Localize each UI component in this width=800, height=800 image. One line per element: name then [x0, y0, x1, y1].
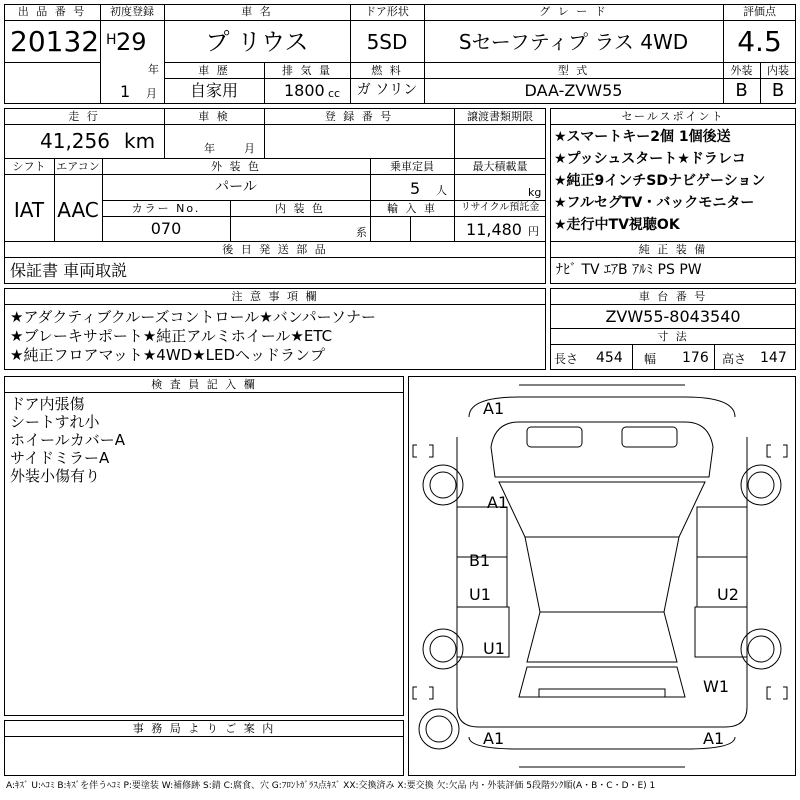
dim-label: 寸 法: [657, 330, 689, 343]
damage-mark-door-left-rear: U1: [469, 585, 491, 604]
later-label: 後 日 発 送 部 品: [222, 243, 328, 256]
damage-mark-door-right: U2: [717, 585, 739, 604]
fuel-label: 燃 料: [371, 64, 403, 77]
damage-mark-door-left-front: B1: [469, 551, 491, 570]
year-unit: 年: [148, 63, 161, 76]
damage-mark-rear-left: A1: [483, 729, 505, 748]
inspector-line-5: 外装小傷有り: [10, 467, 101, 485]
door-label: ドア形状: [365, 5, 409, 18]
ext-grade: B: [735, 80, 748, 101]
equip-label: 純 正 装 備: [638, 243, 708, 256]
inspection-month-unit: 月: [244, 142, 257, 155]
reg-year: 29: [116, 28, 147, 56]
grade-label: グ レ ー ド: [539, 5, 608, 18]
int-color-label: 内 装 色: [275, 202, 325, 215]
color-label: 外 装 色: [211, 160, 261, 173]
int-color-unit: 系: [356, 226, 369, 239]
sales-point-2: ★プッシュスタート★ドラレコ: [554, 151, 746, 167]
import-label: 輸 入 車: [387, 202, 437, 215]
history-label: 車 歴: [198, 64, 230, 77]
score: 4.5: [737, 25, 782, 58]
month-unit: 月: [146, 87, 159, 100]
load-unit: kg: [528, 186, 542, 199]
damage-mark-front-bumper: A1: [483, 399, 505, 418]
sales-point-4: ★フルセグTV・バックモニター: [554, 195, 755, 211]
length-label: 長さ: [554, 352, 579, 366]
sales-label: セールスポイント: [621, 110, 725, 123]
width: 176: [682, 350, 709, 366]
model-label: 型 式: [557, 64, 590, 77]
height: 147: [760, 350, 787, 366]
ac: AAC: [57, 198, 99, 222]
ext-label: 外装: [730, 64, 753, 77]
load-label: 最大積載量: [472, 160, 528, 173]
damage-mark-fender-left: A1: [487, 493, 509, 512]
int-label: 内装: [767, 64, 789, 77]
inspector-line-1: ドア内張傷: [10, 395, 85, 413]
reg-no-label: 登 録 番 号: [324, 110, 394, 123]
capacity: 5: [410, 179, 421, 198]
color-no: 070: [150, 219, 182, 238]
inspector-line-4: サイドミラーA: [10, 449, 110, 467]
history: 自家用: [189, 81, 238, 100]
era: H: [106, 32, 117, 48]
first-reg-label: 初度登録: [110, 5, 154, 18]
lot-no-label: 出 品 番 号: [17, 5, 87, 18]
displacement-label: 排 気 量: [282, 64, 332, 77]
mileage-label: 走 行: [68, 110, 100, 123]
equipment: ﾅﾋﾞ TV ｴｱB ｱﾙﾐ PS PW: [556, 262, 702, 278]
inspector-label: 検 査 員 記 入 欄: [151, 378, 257, 391]
grade: Sセーフティプ ラス 4WD: [458, 30, 689, 54]
km-unit: km: [124, 129, 156, 153]
height-label: 高さ: [722, 352, 747, 366]
capacity-label: 乗車定員: [390, 160, 434, 173]
transfer-label: 譲渡書類期限: [467, 110, 533, 123]
damage-mark-quarter-left: U1: [483, 639, 505, 658]
note-line-1: ★アダクティブクルーズコントロール★バンパーソナー: [10, 308, 377, 326]
model-code: DAA-ZVW55: [524, 81, 623, 100]
color: パール: [215, 179, 257, 195]
score-label: 評価点: [743, 5, 776, 18]
door-type: 5SD: [366, 30, 408, 54]
car-name: プ リウス: [205, 28, 309, 56]
reg-month: 1: [120, 82, 131, 101]
ac-label: エアコン: [56, 160, 100, 173]
cc-unit: cc: [328, 87, 341, 100]
int-grade: B: [771, 80, 785, 101]
displacement: 1800: [284, 81, 325, 100]
length: 454: [596, 350, 623, 366]
recycle-unit: 円: [528, 225, 541, 238]
chassis-no: ZVW55-8043540: [605, 307, 741, 326]
width-label: 幅: [644, 352, 657, 366]
legend: A:ｷｽﾞ U:ﾍｺﾐ B:ｷｽﾞを伴うﾍｺﾐ P:要塗装 W:補修跡 S:錆 C:腐食、穴 G:ﾌﾛﾝﾄｶﾞﾗｽ点ｷｽﾞ XX:交換済み X:要交換 欠:欠品 内・外装評価 5段階ﾗﾝｸ順(A・B・C・D・E) 1: [6, 781, 656, 791]
inspection-label: 車 検: [198, 110, 230, 123]
sales-point-1: ★スマートキー2個 1個後送: [554, 129, 731, 145]
color-no-label: カラー No.: [131, 202, 201, 215]
car-damage-diagram: [408, 376, 796, 776]
inspector-line-3: ホイールカバーA: [10, 431, 125, 449]
capacity-unit: 人: [436, 184, 449, 197]
mileage: 41,256: [40, 129, 110, 153]
car-name-label: 車 名: [241, 5, 273, 18]
inspector-line-2: シートすれ小: [10, 413, 100, 431]
sales-point-3: ★純正9インチSDナビゲーション: [554, 173, 766, 189]
car-outline: [409, 377, 795, 775]
recycle-label: リサイクル預託金: [460, 202, 540, 213]
damage-mark-quarter-right: W1: [703, 677, 729, 696]
recycle: 11,480: [466, 220, 522, 239]
note-line-2: ★ブレーキサポート★純正アルミホイール★ETC: [10, 327, 333, 345]
shift: IAT: [13, 198, 45, 222]
note-line-3: ★純正フロアマット★4WD★LEDヘッドランプ: [10, 346, 326, 364]
sales-point-5: ★走行中TV視聴OK: [554, 217, 680, 233]
shift-label: シフト: [12, 160, 46, 173]
office-label: 事 務 局 よ り ご 案 内: [132, 722, 276, 735]
chassis-label: 車 台 番 号: [638, 290, 708, 303]
fuel: ガ ソリン: [356, 82, 418, 98]
damage-mark-rear-right: A1: [703, 729, 725, 748]
notes-label: 注 意 事 項 欄: [231, 290, 319, 303]
inspection-year-unit: 年: [204, 142, 217, 155]
later-parts: 保証書 車両取説: [10, 261, 128, 280]
lot-no: 20132: [10, 25, 100, 58]
